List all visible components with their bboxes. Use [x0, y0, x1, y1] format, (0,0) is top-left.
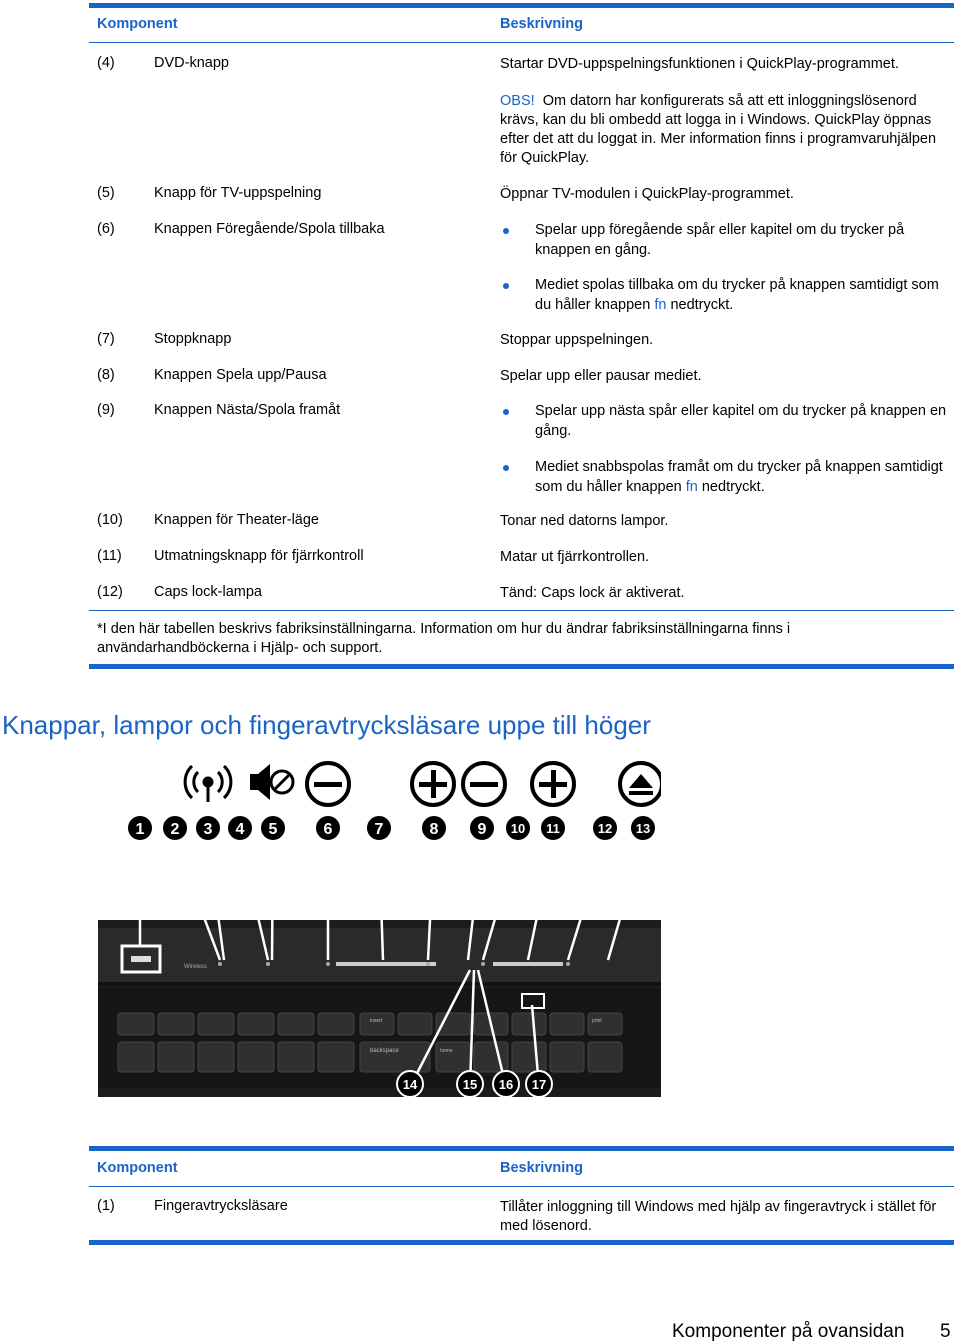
bullet-text: Spelar upp föregående spår eller kapitel om du trycker på knappen en gång. [535, 222, 905, 258]
table2-bottom-rule [89, 1240, 954, 1245]
wireless-icon [185, 766, 231, 802]
svg-text:9: 9 [477, 821, 487, 838]
callout-17 [526, 1071, 552, 1097]
bullet-text [535, 276, 950, 315]
key-label-home: home [440, 1048, 453, 1054]
key-label-insert: insert [370, 1018, 383, 1024]
mute-icon [250, 764, 293, 800]
laptop-photo [98, 920, 661, 1097]
component-description: Öppnar TV-modulen i QuickPlay-programmet. [500, 186, 794, 202]
bullet-icon [503, 283, 509, 289]
callout-7 [366, 815, 392, 841]
fn-key-label: fn [654, 296, 667, 313]
callout-6 [315, 815, 341, 841]
minus-icon [463, 763, 505, 805]
svg-text:8: 8 [429, 821, 439, 838]
row-number: (12) [97, 584, 123, 600]
callout-4 [227, 815, 253, 841]
component-description: Startar DVD-uppspelningsfunktionen i QuickPlay-programmet. [500, 56, 899, 72]
callout-13 [630, 815, 656, 841]
component-name: Knappen för Theater-läge [154, 512, 319, 528]
row-number: (11) [97, 548, 122, 564]
component-description: Tillåter inloggning till Windows med hjälp av fingeravtryck i stället för med lösenord. [500, 1199, 937, 1234]
svg-text:2: 2 [170, 821, 180, 838]
svg-text:3: 3 [203, 821, 213, 838]
section-heading: Knappar, lampor och fingeravtrycksläsare uppe till höger [2, 710, 651, 740]
key-label-print: print [592, 1018, 602, 1024]
component-name: Caps lock-lampa [154, 584, 262, 600]
svg-text:11: 11 [546, 821, 560, 836]
note-block [500, 92, 950, 168]
bullet-text-end: nedtryckt. [666, 296, 734, 313]
column-header-komponent: Komponent [97, 1160, 178, 1176]
svg-text:17: 17 [531, 1077, 547, 1092]
svg-text:6: 6 [323, 821, 333, 838]
fn-key-label: fn [685, 478, 698, 495]
svg-text:5: 5 [268, 821, 278, 838]
svg-text:16: 16 [498, 1077, 514, 1092]
bullet-text [535, 458, 950, 497]
table-footnote: *I den här tabellen beskrivs fabriksinställningarna. Information om hur du ändrar fabriksinställningarna finns i användarhandböckerna i Hjälp- och support. [97, 621, 791, 656]
row-number: (1) [97, 1198, 115, 1214]
volume-up-icon [412, 763, 454, 805]
svg-text:13: 13 [635, 821, 651, 836]
table2-top-rule [89, 1146, 954, 1151]
callout-15 [457, 1071, 483, 1097]
callout-16 [493, 1071, 519, 1097]
callout-9 [469, 815, 495, 841]
svg-text:15: 15 [462, 1077, 478, 1092]
callout-12 [592, 815, 618, 841]
callout-1 [127, 815, 153, 841]
bullet-text-end: nedtryckt. [697, 478, 765, 495]
row-number: (7) [97, 331, 115, 347]
bullet-icon [503, 465, 509, 471]
column-header-beskrivning: Beskrivning [500, 1160, 583, 1176]
svg-text:14: 14 [402, 1077, 418, 1092]
row-number: (10) [97, 512, 123, 528]
svg-text:12: 12 [597, 821, 613, 836]
bullet-text-start: Mediet spolas tillbaka om du trycker på knappen samtidigt som du håller knappen [535, 277, 939, 313]
footer-section-title: Komponenter på ovansidan [672, 1321, 905, 1342]
component-name: Utmatningsknapp för fjärrkontroll [154, 548, 364, 564]
component-description: Matar ut fjärrkontrollen. [500, 549, 650, 565]
callout-2 [162, 815, 188, 841]
callout-3 [195, 815, 221, 841]
column-header-beskrivning: Beskrivning [500, 16, 583, 32]
component-name: Stoppknapp [154, 331, 232, 347]
page-number: 5 [940, 1321, 951, 1342]
bullet-icon [503, 228, 509, 234]
keyboard-figure [98, 760, 661, 1097]
component-description: Tonar ned datorns lampor. [500, 513, 669, 529]
callout-14 [397, 1071, 423, 1097]
svg-text:10: 10 [510, 821, 526, 836]
component-name: DVD-knapp [154, 55, 229, 71]
note-text: Om datorn har konfigurerats så att ett inloggningslösenord krävs, kan du bli ombedd att logga in i Windows. QuickPlay öppnas efter det att du loggat in. Mer information finns i programvaruhjälpen för QuickPlay. [500, 93, 937, 166]
component-name: Fingeravtrycksläsare [154, 1198, 288, 1214]
key-label-backspace: backspace [370, 1048, 399, 1054]
callout-10 [505, 815, 531, 841]
table-top-rule [89, 3, 954, 8]
column-header-komponent: Komponent [97, 16, 178, 32]
callout-8 [421, 815, 447, 841]
callout-11 [540, 815, 566, 841]
component-description: Tänd: Caps lock är aktiverat. [500, 585, 685, 601]
component-name: Knappen Föregående/Spola tillbaka [154, 221, 385, 237]
bullet-text-start: Mediet snabbspolas framåt om du trycker på knappen samtidigt som du håller knappen [535, 459, 943, 495]
volume-down-icon [307, 763, 349, 805]
header-divider [89, 1186, 954, 1187]
row-number: (6) [97, 221, 115, 237]
component-name: Knappen Spela upp/Pausa [154, 367, 327, 383]
row-number: (8) [97, 367, 115, 383]
header-divider [89, 42, 954, 43]
key-label-wireless: Wireless [184, 964, 208, 970]
eject-icon [620, 763, 661, 805]
callout-5 [260, 815, 286, 841]
row-number: (4) [97, 55, 115, 71]
component-description: Spelar upp eller pausar mediet. [500, 368, 702, 384]
table-bottom-rule [89, 664, 954, 669]
note-label: OBS! [500, 93, 535, 109]
bullet-text: Spelar upp nästa spår eller kapitel om du trycker på knappen en gång. [535, 403, 947, 439]
plus-icon [532, 763, 574, 805]
component-name: Knappen Nästa/Spola framåt [154, 402, 341, 418]
svg-text:4: 4 [235, 821, 245, 838]
row-number: (5) [97, 185, 115, 201]
row-number: (9) [97, 402, 115, 418]
svg-text:7: 7 [374, 821, 384, 838]
component-name: Knapp för TV-uppspelning [154, 185, 322, 201]
bullet-icon [503, 409, 509, 415]
component-description: Stoppar uppspelningen. [500, 332, 654, 348]
svg-text:1: 1 [135, 821, 145, 838]
footnote-divider [89, 610, 954, 611]
